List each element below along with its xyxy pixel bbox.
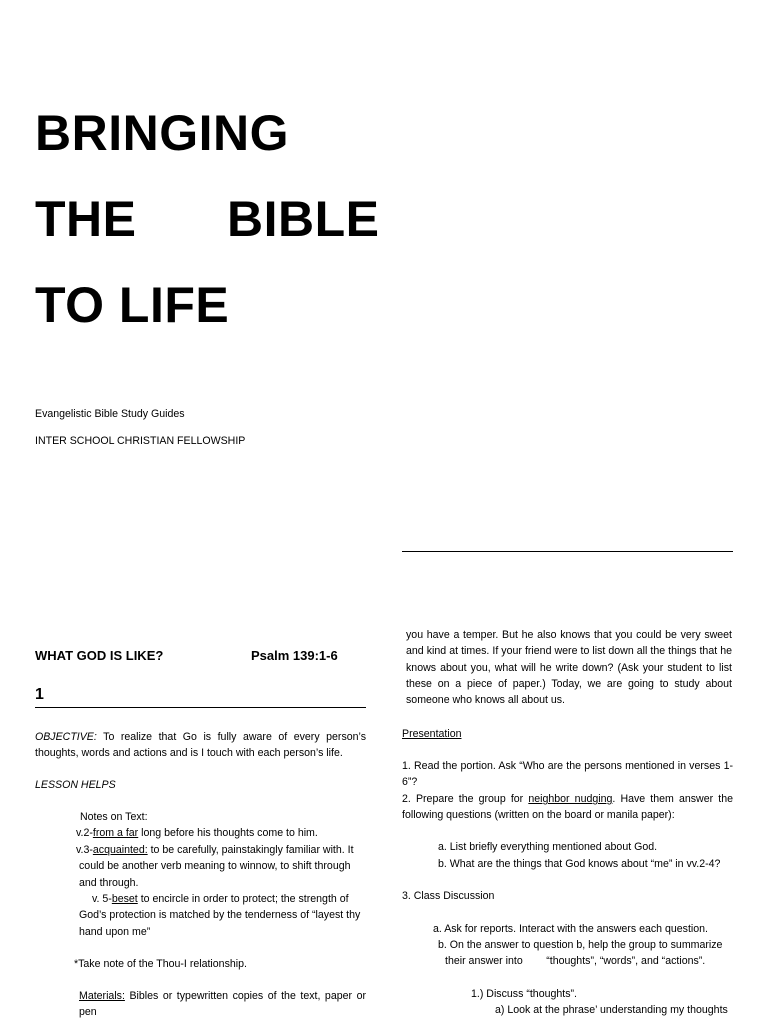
note-v5-text: to encircle in order to protect; the strength of God’s protection is matched by the tenderness of “layest thy hand upon me”	[79, 893, 361, 938]
materials-text: Bibles or typewritten copies of the text, paper or pen	[79, 990, 366, 1019]
objective-paragraph	[35, 729, 366, 762]
discussion-b-line-2: their answer into “thoughts”, “words”, and “actions”.	[445, 955, 706, 967]
presentation-label: Presentation	[402, 728, 462, 740]
discussion-thoughts-a: a) Look at the phrase’ understanding my thoughts	[495, 1004, 728, 1016]
note-v3	[76, 842, 366, 891]
cover-publisher: INTER SCHOOL CHRISTIAN FELLOWSHIP	[35, 435, 246, 447]
thou-note: *Take note of the Thou-I relationship.	[74, 958, 247, 970]
step-3: 3. Class Discussion	[402, 890, 495, 902]
step-1: 1. Read the portion. Ask “Who are the persons mentioned in verses 1-6”?	[402, 760, 733, 789]
objective-label: OBJECTIVE:	[35, 731, 97, 743]
question-b: b. What are the things that God knows about “me” in vv.2-4?	[438, 858, 721, 870]
note-v3-term: acquainted:	[92, 844, 148, 856]
divider-rule	[402, 551, 733, 552]
step-2	[402, 791, 733, 824]
discussion-a: a. Ask for reports. Interact with the answers each question.	[433, 923, 708, 935]
step-2-prefix: 2. Prepare the group for	[402, 793, 529, 805]
objective-text: To realize that Go is fully aware of every person’s thoughts, words and actions and is I touch with each person’s life.	[35, 731, 366, 760]
question-a: a. List briefly everything mentioned about God.	[438, 841, 658, 853]
note-v2	[76, 825, 366, 841]
discussion-b-line-1: b. On the answer to question b, help the group to summarize	[438, 939, 723, 951]
note-v5	[79, 891, 366, 940]
step-2-text: . Have them answer the following questions (written on the board or manila paper):	[402, 793, 733, 822]
note-v2-term: from a far	[92, 827, 139, 839]
note-v2-prefix: v.2-	[76, 827, 93, 839]
note-v5-term: beset	[111, 893, 138, 905]
cover-subtitle: Evangelistic Bible Study Guides	[35, 408, 185, 420]
cover-title-line-2a: THE	[35, 191, 137, 247]
note-v2-text: long before his thoughts come to him.	[138, 827, 318, 839]
discussion-thoughts: 1.) Discuss “thoughts”.	[471, 988, 577, 1000]
cover-title-line-3: TO LIFE	[35, 277, 230, 333]
materials-paragraph	[79, 988, 366, 1021]
cover-title-line-2b: BIBLE	[227, 191, 380, 247]
cover-title-line-1: BRINGING	[35, 105, 289, 161]
note-v5-prefix: v. 5-	[92, 893, 112, 905]
lesson-heading: WHAT GOD IS LIKE?	[35, 648, 164, 663]
step-2-term: neighbor nudging	[528, 793, 613, 805]
note-v3-text: to be carefully, painstakingly familiar with. It could be another verb meaning to winnow, to shift through and through.	[79, 844, 354, 889]
scripture-reference: Psalm 139:1-6	[251, 648, 338, 663]
intro-paragraph: you have a temper. But he also knows that you could be very sweet and kind at times. If your friend were to list down all the things that he knows about you, what will he write down? (Ask your student to list these on a piece of paper.) Today, we are going to study about someone who knows all about us.	[406, 629, 732, 707]
notes-label: Notes on Text:	[80, 811, 148, 823]
materials-label: Materials:	[79, 990, 125, 1002]
lesson-helps-label: LESSON HELPS	[35, 779, 116, 791]
lesson-number: 1	[35, 686, 44, 703]
note-v3-prefix: v.3-	[76, 844, 93, 856]
lesson-number-rule	[35, 707, 366, 708]
